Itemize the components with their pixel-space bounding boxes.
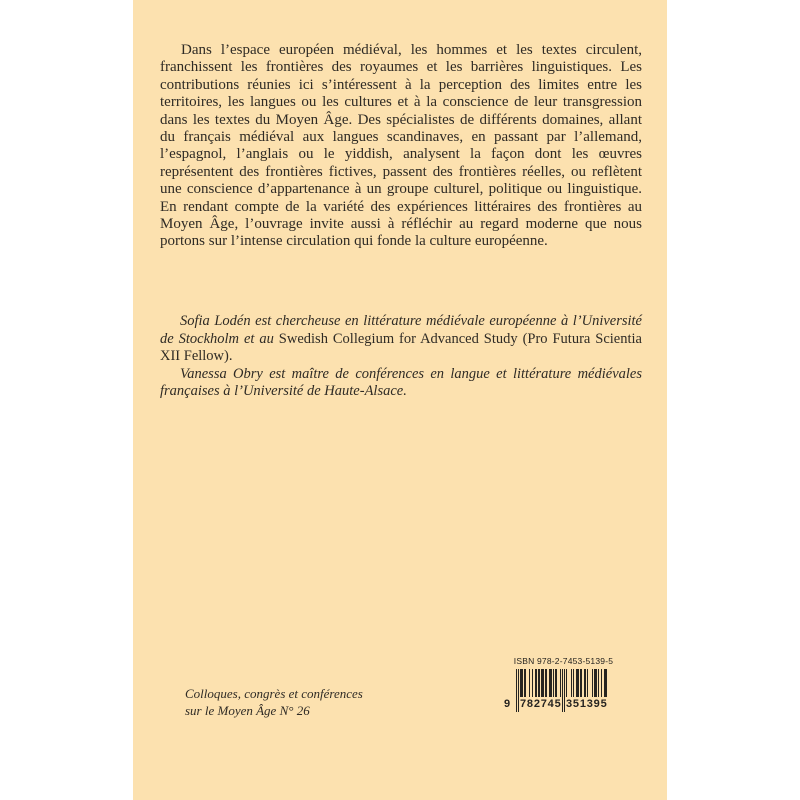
bio-sofia-loden-roman: Swedish Collegium for Advanced Study (Pro Futura Scientia XII Fellow). xyxy=(160,330,642,365)
isbn-label: ISBN 978-2-7453-5139-5 xyxy=(513,656,614,666)
summary-paragraph: Dans l’espace européen médiéval, les hommes et les textes circulent, franchissent les frontières des royaumes et les barrières linguistiques. Les contributions réunies ici s’intéressent à la perception des limites entre les territoires, les langues ou les cultures et à la conscience de leur transgression dans les textes du Moyen Âge. Des spécialistes de différents domaines, allant du français médiéval aux langues scandinaves, en passant par l’allemand, l’espagnol, l’anglais ou le yiddish, analysent la façon dont les œuvres représentent des frontières fictives, passent des frontières réelles, ou reflètent une conscience d’appartenance à un groupe culturel, politique ou linguistique. En rendant compte de la variété des expériences littéraires des frontières au Moyen Âge, l’ouvrage invite aussi à réfléchir au regard moderne que nous portons sur l’intense circulation qui fonde la culture européenne. xyxy=(160,42,642,250)
author-bios xyxy=(160,313,642,401)
series-label xyxy=(185,685,363,719)
barcode-digit-group2: 351395 xyxy=(566,698,608,710)
bio-vanessa-obry xyxy=(160,366,642,401)
bio-vanessa-obry-italic: Vanessa Obry est maître de conférences en langue et littérature médiévales françaises à l’Université de Haute-Alsace. xyxy=(160,365,642,400)
bio-sofia-loden xyxy=(160,313,642,366)
series-line-2: sur le Moyen Âge N° 26 xyxy=(185,703,310,718)
book-back-cover xyxy=(133,0,667,800)
bio-sofia-loden-italic: Sofia Lodén est chercheuse en littérature médiévale européenne à l’Université de Stockholm et au xyxy=(160,313,642,347)
isbn-barcode-block xyxy=(504,656,614,712)
barcode-digit-group1: 782745 xyxy=(520,698,562,710)
series-line-1: Colloques, congrès et conférences xyxy=(185,686,363,701)
barcode-digit-leading: 9 xyxy=(504,698,511,710)
barcode-bars-wrap xyxy=(504,669,611,712)
